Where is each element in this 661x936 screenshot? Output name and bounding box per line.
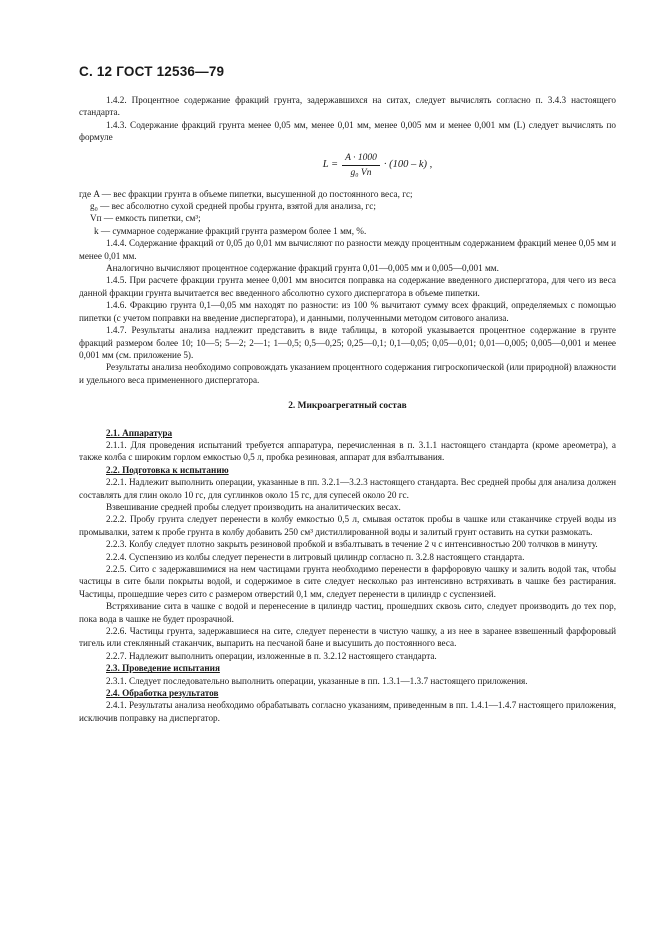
formula-numerator: A · 1000 [342, 152, 380, 166]
formula [139, 144, 616, 188]
paragraph-1-4-7-b: Результаты анализа необходимо сопровождать указанием процентного содержания гигроскопической (или природной) влажности и удельного веса примененного диспергатора. [79, 362, 616, 385]
section-title: 2. Микроагрегатный состав [288, 401, 407, 412]
paragraph-1-4-4-b: Аналогично вычисляют процентное содержание фракций грунта 0,01—0,005 мм и 0,005—0,001 мм. [106, 263, 499, 274]
paragraph-1-4-3: 1.4.3. Содержание фракций грунта менее 0,05 мм, менее 0,01 мм, менее 0,005 мм и менее 0,001 мм (L) следует вычислять по формуле [79, 119, 616, 143]
definition-g0: g₀ — вес абсолютно сухой средней пробы грунта, взятой для анализа, гс; [90, 201, 376, 212]
subheading-2-1 [79, 427, 616, 439]
paragraph-2-2-7: 2.2.7. Надлежит выполнить операции, изложенные в п. 3.2.12 настоящего стандарта. [106, 650, 437, 661]
subheading-2-4-text: 2.4. Обработка результатов [106, 688, 219, 699]
paragraph-2-2-5-b: Встряхивание сита в чашке с водой и перенесение в цилиндр частиц, прошедших сквозь сито, следует производить до тех пор, пока вода в чашке не будет прозрачной. [79, 601, 616, 624]
page-header: С. 12 ГОСТ 12536—79 [79, 64, 225, 79]
formula-tail: · (100 – k) , [383, 159, 433, 171]
subheading-2-3 [79, 662, 616, 674]
paragraph-2-4-1: 2.4.1. Результаты анализа необходимо обрабатывать согласно указаниям, приведенным в пп. 1.4.1—1.4.7 настоящего приложения, исключив поправку на диспергатор. [79, 700, 616, 723]
paragraph-2-2-3: 2.2.3. Колбу следует плотно закрыть резиновой пробкой и взбалтывать в течение 2 ч с интенсивностью 200 толчков в минуту. [106, 539, 598, 550]
paragraph-2-2-2: 2.2.2. Пробу грунта следует перенести в колбу емкостью 0,5 л, смывая остаток пробы в чашке или стаканчике струей воды из промывалки, затем к пробе грунта в колбу добавить 250 см³ дистиллированной воды и залитый грунт оставить на сутки размокать. [79, 514, 616, 537]
definition-k: k — суммарное содержание фракций грунта размером более 1 мм, %. [94, 225, 367, 236]
subheading-2-1-text: 2.1. Аппаратура [106, 427, 173, 438]
formula-lhs: L = [322, 159, 339, 171]
formula-fraction [342, 152, 380, 180]
paragraph-2-2-5: 2.2.5. Сито с задержавшимися на нем частицами грунта необходимо перенести в фарфоровую чашку и залить водой так, чтобы частицы в сите были покрыты водой, и содержимое в сите следует несколько раз интенсивно встряхивать в чашке без растирания. Частицы, прошедшие через сито с размером отверстий 0,1 мм, следует перенести в цилиндр с суспензией. [79, 564, 616, 599]
subheading-2-2 [79, 464, 616, 476]
subheading-2-2-text: 2.2. Подготовка к испытанию [106, 464, 229, 475]
paragraph-2-2-4: 2.2.4. Суспензию из колбы следует перенести в литровый цилиндр согласно п. 3.2.8 настоящего стандарта. [106, 551, 525, 562]
paragraph-2-1-1: 2.1.1. Для проведения испытаний требуется аппаратура, перечисленная в п. 3.1.1 настоящего стандарта (кроме ареометра), а также колба с широким горлом емкостью 0,5 л, пробка резиновая, аппарат для взбалтывания. [79, 439, 616, 463]
paragraph-1-4-7: 1.4.7. Результаты анализа надлежит представить в виде таблицы, в которой указывается процентное содержание в грунте фракций размером более 10; 10—5; 5—2; 2—1; 1—0,5; 0,5—0,25; 0,25—0,1; 0,1—0,05; 0,05—0,01; 0,01—0,005; 0,005—0,001 и менее 0,001 мм (см. приложение 5). [79, 325, 616, 360]
paragraph-1-4-5: 1.4.5. При расчете фракции грунта менее 0,001 мм вносится поправка на содержание введенного диспергатора, для чего из веса данной фракции грунта вычитается вес введенного абсолютно сухого диспергатора в объеме пипетки. [79, 275, 616, 298]
subheading-2-3-text: 2.3. Проведение испытания [106, 663, 220, 674]
paragraph-1-4-6: 1.4.6. Фракцию грунта 0,1—0,05 мм находят по разности: из 100 % вычитают сумму всех фракций, определяемых с помощью пипетки (с учетом поправки на введение диспергатора), и данными, полученными методом ситового анализа. [79, 300, 616, 323]
paragraph-1-4-2: 1.4.2. Процентное содержание фракций грунта, задержавшихся на ситах, следует вычислять согласно п. 3.4.3 настоящего стандарта. [79, 95, 616, 118]
definition-vp: Vп — емкость пипетки, см³; [90, 213, 201, 224]
paragraph-2-2-6: 2.2.6. Частицы грунта, задержавшиеся на сите, следует перенести в чистую чашку, а из нее в заранее взвешенный фарфоровый тигель или стеклянный стаканчик, выпарить на песчаной бане и высушить до постоянного веса. [79, 626, 616, 649]
paragraph-2-3-1: 2.3.1. Следует последовательно выполнить операции, указанные в пп. 1.3.1—1.3.7 настоящего приложения. [106, 675, 528, 686]
paragraph-2-2-1: 2.2.1. Надлежит выполнить операции, указанные в пп. 3.2.1—3.2.3 настоящего стандарта. Вес средней пробы для анализа должен составлять для глин около 10 гс, для суглинков около 15 гс, для супесей около 20 гс. [79, 477, 616, 500]
definition-a: где A — вес фракции грунта в объеме пипетки, высушенной до постоянного веса, гс; [79, 188, 413, 199]
subheading-2-4 [79, 687, 616, 699]
formula-denominator: g₀ Vп [350, 168, 372, 179]
paragraph-2-2-1-b: Взвешивание средней пробы следует производить на аналитических весах. [106, 501, 401, 512]
paragraph-1-4-4: 1.4.4. Содержание фракций от 0,05 до 0,01 мм вычисляют по разности между процентным содержанием фракций менее 0,05 мм и менее 0,01 мм. [79, 238, 616, 261]
document-body [79, 94, 616, 724]
